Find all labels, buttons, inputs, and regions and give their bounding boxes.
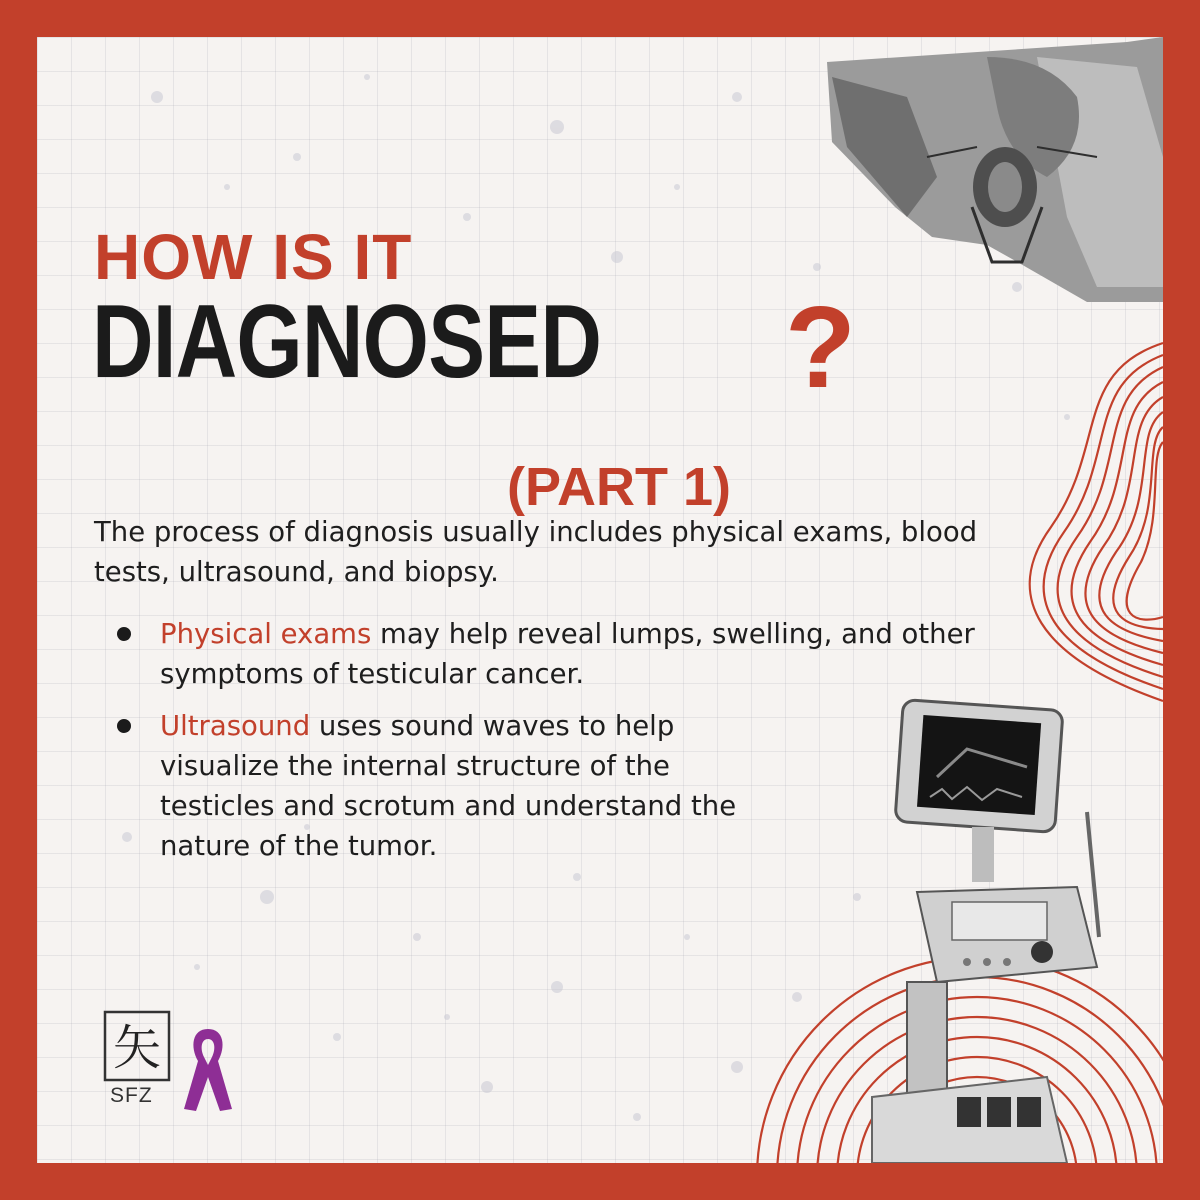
sfz-logo-glyph: 矢	[112, 1020, 162, 1076]
bullet-item-physical-exams	[117, 614, 1017, 694]
bullet-text	[160, 614, 1040, 694]
sfz-logo-label: SFZ	[110, 1084, 153, 1107]
bullet-highlight: Physical exams	[160, 618, 372, 650]
decorative-artwork	[37, 37, 1163, 1163]
bullet-dot-icon	[117, 627, 131, 641]
bullet-body: uses sound waves to help visualize the internal structure of the testicles and scrotum and understand the nature of the tumor.	[160, 710, 737, 862]
bullet-body: may help reveal lumps, swelling, and other symptoms of testicular cancer.	[160, 618, 975, 690]
title-line-how-is-it: HOW IS IT	[94, 221, 413, 293]
anatomy-illustration	[827, 37, 1163, 302]
bullet-list	[117, 614, 1017, 878]
intro-paragraph: The process of diagnosis usually includes physical exams, blood tests, ultrasound, and biopsy.	[94, 516, 978, 588]
content-panel	[37, 37, 1163, 1163]
title-question-mark: ?	[785, 282, 856, 412]
bullet-dot-icon	[117, 719, 131, 733]
title-line-diagnosed: DIAGNOSED	[92, 284, 602, 400]
bullet-item-ultrasound	[117, 706, 1017, 866]
awareness-ribbon-icon	[178, 1025, 238, 1113]
bullet-text	[160, 706, 780, 866]
bullet-highlight: Ultrasound	[160, 710, 311, 742]
title-part-label: (PART 1)	[507, 457, 731, 517]
